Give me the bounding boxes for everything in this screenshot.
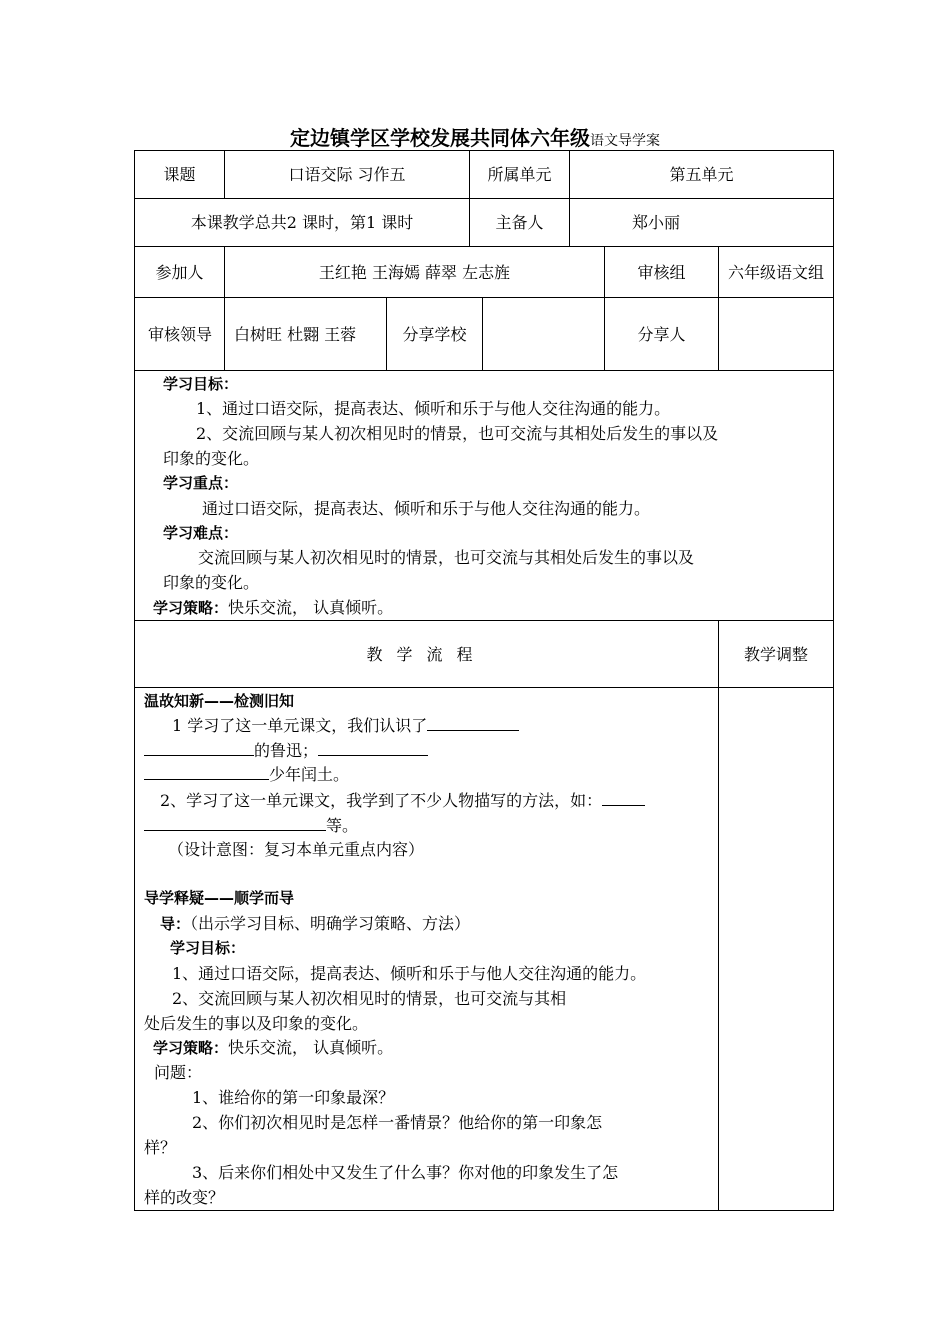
goal-1: 1、通过口语交际，提高表达、倾听和乐于与他人交往沟通的能力。 <box>196 399 671 418</box>
goal-2-line-2: 印象的变化。 <box>163 449 260 468</box>
key-points-text: 通过口语交际，提高表达、倾听和乐于与他人交往沟通的能力。 <box>202 499 651 518</box>
value-review-group: 六年级语文组 <box>727 262 824 282</box>
questions-label: 问题： <box>154 1063 203 1082</box>
col-divider <box>224 297 225 370</box>
title-sub: 语文导学案 <box>590 133 660 149</box>
discussion-question-3-line-2: 样的改变？ <box>144 1188 225 1207</box>
answer-blank <box>144 814 326 831</box>
guide-text: （出示学习目标、明确学习策略、方法） <box>190 914 471 933</box>
row-divider <box>134 370 834 371</box>
question-1-luxun: 的鲁迅； <box>254 741 319 760</box>
label-participants: 参加人 <box>155 262 204 282</box>
review-section-title: 温故知新——检测旧知 <box>144 692 295 710</box>
flow-strategy-text: 快乐交流， 认真倾听。 <box>228 1038 394 1057</box>
lesson-periods: 本课教学总共2 课时，第1 课时 <box>190 213 414 232</box>
guide-label: 导： <box>160 915 191 933</box>
value-lead-preparer: 郑小丽 <box>631 213 680 232</box>
discussion-question-1: 1、谁给你的第一印象最深？ <box>192 1088 395 1107</box>
strategy-text: 快乐交流， 认真倾听。 <box>228 598 394 617</box>
value-unit: 第五单元 <box>669 165 734 184</box>
difficulties-label: 学习难点： <box>163 524 239 542</box>
table-border-bottom <box>134 1210 834 1211</box>
col-divider-adjust <box>718 620 719 1210</box>
question-2-end: 等。 <box>326 816 359 835</box>
guide-section-title: 导学释疑——顺学而导 <box>144 889 295 907</box>
question-1-runtu: 少年闰土。 <box>269 765 350 784</box>
key-points-label: 学习重点： <box>163 474 239 492</box>
label-review-leader: 审核领导 <box>147 324 212 344</box>
label-lead-preparer: 主备人 <box>495 213 544 232</box>
value-participants: 王红艳 王海嫣 薛翠 左志旌 <box>318 262 511 282</box>
answer-blank <box>144 739 254 756</box>
label-review-group: 审核组 <box>637 262 686 282</box>
row-divider <box>134 687 834 688</box>
label-topic: 课题 <box>163 165 196 184</box>
table-border-right <box>833 150 834 1211</box>
design-intent: （设计意图：复习本单元重点内容） <box>168 840 425 859</box>
flow-goals-label: 学习目标： <box>170 939 246 957</box>
answer-blank <box>427 714 519 731</box>
answer-blank <box>144 763 269 780</box>
answer-blank <box>602 789 645 806</box>
flow-goal-2-line-2: 处后发生的事以及印象的变化。 <box>144 1014 369 1033</box>
question-1-text: 1 学习了这一单元课文，我们认识了 <box>172 716 428 735</box>
col-divider <box>718 246 719 297</box>
label-unit: 所属单元 <box>487 165 552 184</box>
title-main: 定边镇学区学校发展共同体六年级 <box>290 126 590 150</box>
value-review-leader: 白树旺 杜翾 王蓉 <box>234 324 357 344</box>
goal-2-line-1: 2、交流回顾与某人初次相见时的情景，也可交流与其相处后发生的事以及 <box>196 424 719 443</box>
label-sharing-school: 分享学校 <box>402 324 467 344</box>
discussion-question-2-line-2: 样？ <box>144 1138 177 1157</box>
discussion-question-2-line-1: 2、你们初次相见时是怎样一番情景？他给你的第一印象怎 <box>192 1113 603 1132</box>
teaching-adjust-header: 教学调整 <box>743 644 808 664</box>
flow-goal-1: 1、通过口语交际，提高表达、倾听和乐于与他人交往沟通的能力。 <box>172 964 647 983</box>
strategy-label: 学习策略： <box>153 599 229 617</box>
flow-strategy-label: 学习策略： <box>153 1039 229 1057</box>
question-2-text: 2、学习了这一单元课文，我学到了不少人物描写的方法，如： <box>160 791 603 810</box>
goals-label: 学习目标： <box>163 375 239 393</box>
difficulties-line-2: 印象的变化。 <box>163 573 260 592</box>
value-sharing-school <box>483 298 604 370</box>
value-sharer <box>719 298 833 370</box>
teaching-flow-header: 教学流程 <box>366 644 487 664</box>
difficulties-line-1: 交流回顾与某人初次相见时的情景，也可交流与其相处后发生的事以及 <box>198 548 695 567</box>
flow-goal-2-line-1: 2、交流回顾与某人初次相见时的情景，也可交流与其相 <box>172 989 567 1008</box>
answer-blank <box>318 739 428 756</box>
discussion-question-3-line-1: 3、后来你们相处中又发生了什么事？你对他的印象发生了怎 <box>192 1163 619 1182</box>
value-topic: 口语交际 习作五 <box>288 165 406 184</box>
label-sharer: 分享人 <box>637 324 686 344</box>
